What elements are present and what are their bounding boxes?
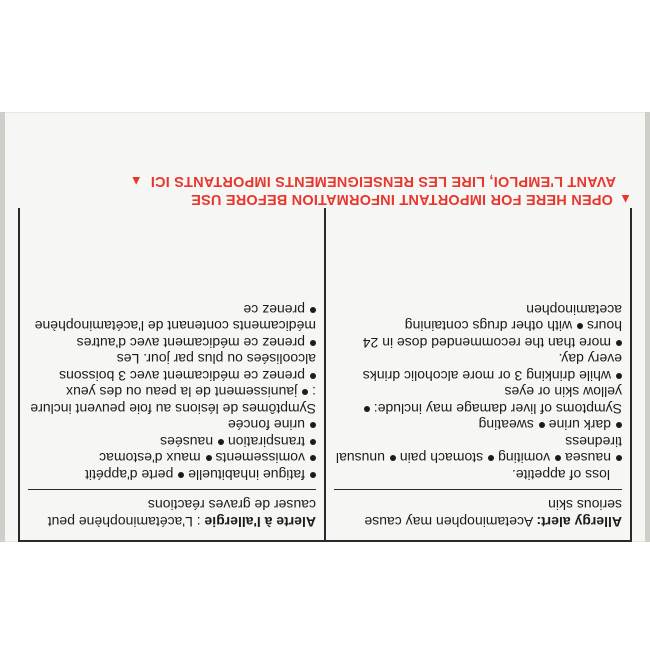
english-allergy-label: Allergy alert: — [536, 514, 622, 530]
french-item-alcohol: prenez ce médicament avec 3 boissons alcoolisées ou plus par jour. Les — [59, 351, 316, 384]
english-item-symptoms-b: dark urine sweating — [334, 417, 622, 434]
bullet-icon — [310, 340, 316, 346]
french-item-vomiting: vomissements maux d'estomac — [28, 450, 316, 467]
french-item-urine: urine foncée — [28, 417, 316, 434]
english-allergy-alert — [334, 489, 622, 530]
bullet-icon — [616, 373, 622, 379]
french-item-liver-intro: Symptômes de lésions au foie peuvent inclure : jaunissement de la peau ou des yeux — [30, 384, 316, 417]
french-item-sweating: transpiration nausées — [28, 434, 316, 451]
carton-right-edge — [645, 112, 650, 542]
banner-french-line — [18, 172, 616, 190]
english-item-symptoms-a: nausea vomiting stomach pain unusual tiredness — [335, 434, 622, 467]
french-allergy-alert — [28, 489, 316, 530]
banner-french-text: AVANT L'EMPLOI, LIRE LES RENSEIGNEMENTS IMPORTANTS ICI — [150, 173, 616, 189]
bullet-icon — [302, 389, 308, 395]
bullet-icon — [616, 340, 622, 346]
english-warning-panel — [326, 208, 630, 540]
french-allergy-label: Alerte à l'allergie — [204, 514, 316, 530]
bullet-icon — [539, 422, 545, 428]
french-warning-panel — [20, 208, 326, 540]
english-item-liver-intro: Symptoms of liver damage may include: yellow skin or eyes — [334, 384, 622, 417]
bullet-icon — [577, 323, 583, 329]
french-item-fatigue: fatigue inhabituelle perte d'appétit — [28, 467, 316, 484]
banner-english-line — [18, 190, 632, 208]
bullet-icon — [616, 455, 622, 461]
bullet-icon — [364, 406, 370, 412]
french-warning-list — [28, 302, 316, 490]
bullet-icon — [616, 422, 622, 428]
english-allergy-text: Acetaminophen may cause serious skin — [364, 497, 622, 530]
bullet-icon — [310, 439, 316, 445]
bullet-icon — [206, 455, 212, 461]
english-item-other-drugs: more than the recommended dose in 24 hours with other drugs containing acetaminophen — [362, 302, 622, 351]
french-item-prenez: prenez ce — [28, 302, 316, 319]
bullet-icon — [555, 455, 561, 461]
warning-panels — [18, 208, 632, 542]
bullet-icon — [310, 373, 316, 379]
triangle-arrow-icon: ▲ — [129, 174, 143, 189]
carton-left-edge — [0, 112, 5, 542]
triangle-arrow-icon: ▲ — [618, 192, 632, 207]
bullet-icon — [310, 472, 316, 478]
bullet-icon — [310, 422, 316, 428]
bullet-icon — [488, 455, 494, 461]
banner-english-text: OPEN HERE FOR IMPORTANT INFORMATION BEFORE USE — [191, 191, 613, 207]
bullet-icon — [390, 455, 396, 461]
bullet-icon — [178, 472, 184, 478]
open-here-banner — [18, 150, 632, 208]
bullet-icon — [218, 439, 224, 445]
bullet-icon — [310, 455, 316, 461]
english-item-tail: loss of appetite. — [511, 467, 610, 483]
printed-label-upside-down — [18, 150, 632, 542]
bullet-icon — [310, 307, 316, 313]
english-warning-list — [334, 302, 622, 490]
french-item-other-drugs: prenez ce médicament avec d'autres médicaments contenant de l'acétaminophène — [34, 318, 316, 351]
english-item-alcohol: while drinking 3 or more alcoholic drinks every day. — [362, 351, 622, 384]
french-allergy-text: : L'acétaminophène peut causer de graves réactions — [47, 497, 316, 530]
